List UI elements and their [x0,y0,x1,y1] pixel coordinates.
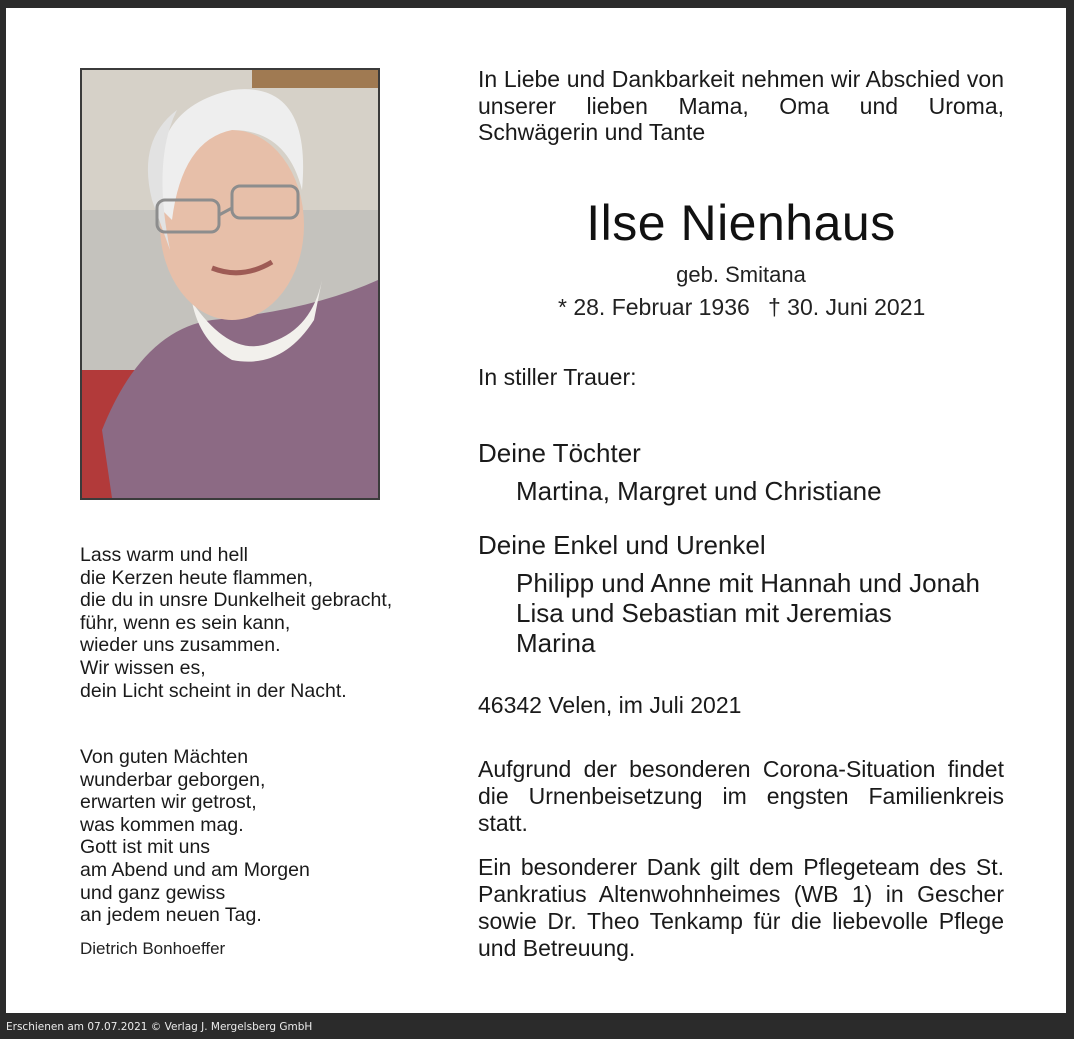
deceased-name: Ilse Nienhaus [586,195,896,251]
portrait-illustration [82,70,378,498]
corona-note: Aufgrund der besonderen Corona-Situation findet die Urnenbeisetzung im engsten Familienkreis statt. [478,756,1004,836]
poem-line: erwarten wir getrost, [80,791,257,814]
birth-date: * 28. Februar 1936 [558,294,750,320]
poem-author: Dietrich Bonhoeffer [80,939,226,958]
intro-text: In Liebe und Dankbarkeit nehmen wir Abschied von unserer lieben Mama, Oma und Uroma, Schwägerin und Tante [478,66,1004,145]
poem-line: Gott ist mit uns [80,836,211,859]
publication-footer: Erschienen am 07.07.2021 © Verlag J. Mergelsberg GmbH [6,1021,313,1033]
mourner-line: Philipp und Anne mit Hannah und Jonah [516,568,981,598]
poem-line: und ganz gewiss [80,881,226,904]
mourner-line: Martina, Margret und Christiane [516,476,882,506]
obituary-card [6,8,1066,1013]
group-names-grandchildren [478,568,1042,658]
poem-line: wieder uns zusammen. [80,634,281,657]
poem-line: was kommen mag. [80,813,244,836]
mourner-line: Lisa und Sebastian mit Jeremias [516,598,892,628]
portrait-photo [80,68,380,500]
poem-line: die Kerzen heute flammen, [80,566,314,589]
group-title-grandchildren: Deine Enkel und Urenkel [478,530,766,560]
poem-line: dein Licht scheint in der Nacht. [80,679,347,702]
poem-line: Von guten Mächten [80,746,249,768]
poem-line: Wir wissen es, [80,656,206,679]
group-names-daughters [478,476,1042,506]
poem-line: Lass warm und hell [80,544,248,566]
poem-bonhoeffer [80,746,440,927]
mourner-line: Marina [516,628,596,658]
thanks-note: Ein besonderer Dank gilt dem Pflegeteam des St. Pankratius Altenwohnheimes (WB 1) in Gescher sowie Dr. Theo Tenkamp für die liebevolle Pflege und Betreuung. [478,854,1004,961]
mourning-intro: In stiller Trauer: [478,364,637,390]
poem-line: die du in unsre Dunkelheit gebracht, [80,589,393,612]
poem-line: am Abend und am Morgen [80,858,310,881]
place-date: 46342 Velen, im Juli 2021 [478,692,742,718]
poem-line: wunderbar geborgen, [80,768,266,791]
poem-line: führ, wenn es sein kann, [80,611,291,634]
poem-candles [80,544,440,702]
poem-line: an jedem neuen Tag. [80,904,262,927]
group-title-daughters: Deine Töchter [478,438,641,468]
death-date: † 30. Juni 2021 [768,294,926,320]
birth-name: geb. Smitana [676,262,806,287]
